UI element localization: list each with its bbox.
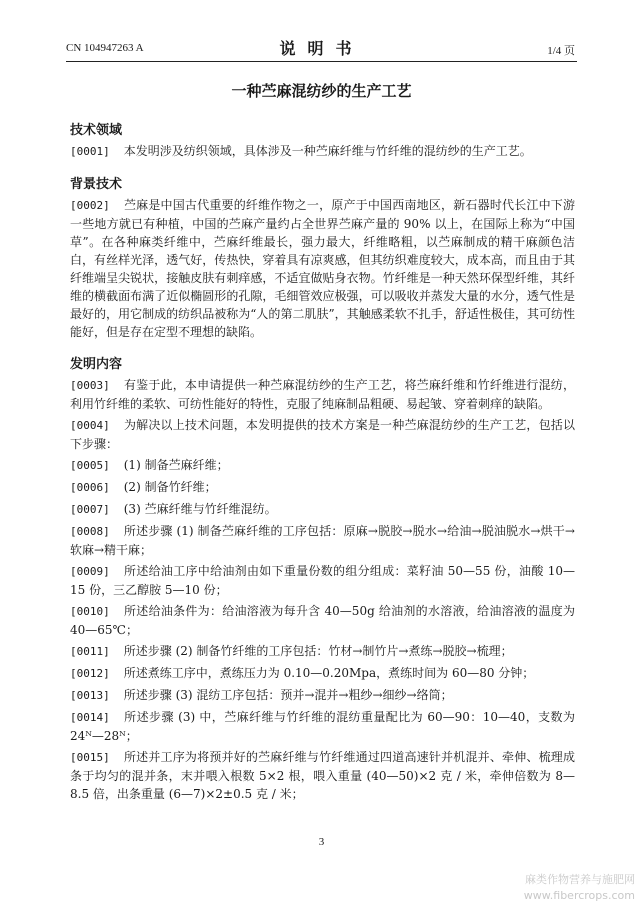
paragraph xyxy=(70,416,575,453)
paragraph-text: 为解决以上技术问题，本发明提供的技术方案是一种苎麻混纺纱的生产工艺，包括以下步骤： xyxy=(70,418,575,451)
paragraph-text: 所述给油工序中给油剂由如下重量份数的组分组成：菜籽油 50—55 份，油酸 10—15 份，三乙醇胺 5—10 份； xyxy=(70,564,575,597)
paragraph-text: 所述给油条件为：给油溶液为每升含 40—50g 给油剂的水溶液，给油溶液的温度为 40—65℃； xyxy=(70,604,575,637)
paragraph-text: (1) 制备苎麻纤维； xyxy=(123,458,229,472)
paragraph xyxy=(70,602,575,639)
paragraph xyxy=(70,196,575,341)
paragraph-text: 所述步骤 (2) 制备竹纤维的工序包括：竹材→制竹片→煮练→脱胶→梳理； xyxy=(123,644,513,658)
paragraph xyxy=(70,376,575,413)
paragraph-number: [0005] xyxy=(70,459,110,472)
paragraph-text: 苎麻是中国古代重要的纤维作物之一，原产于中国西南地区，新石器时代长江中下游一些地方就已有种植，中国的苎麻产量约占全世界苎麻产量的 90% 以上，在国际上称为“中国草”。在各种麻类纤维中，苎麻纤维最长，强力最大，纤维略粗，以苎麻制成的精干麻颜色洁白，有丝样光泽，透气好，传热快，穿着具有凉爽感，但其纺织难度较大，成本高，而且由于其纤维端呈尖锐状，接触皮肤有刺痒感，不适宜做贴身衣物。竹纤维是一种天然环保型纤维，其纤维的横截面布满了近似椭圆形的孔隙，毛细管效应极强，可以吸收并蒸发大量的水分，透气性是最好的，用它制成的纺织品被称为“人的第二肌肤”，其触感柔软不扎手，舒适性极佳，其可纺性能好，但是存在定型不理想的缺陷。 xyxy=(70,198,575,339)
document-type: 说明书 xyxy=(279,39,364,58)
paragraph xyxy=(70,478,575,497)
paragraph-number: [0010] xyxy=(70,605,110,618)
paragraph-text: 所述步骤 (3) 中，苎麻纤维与竹纤维的混纺重量配比为 60—90：10—40，支数为 24ᴺ—28ᴺ； xyxy=(70,710,575,743)
paragraph xyxy=(70,686,575,705)
paragraph xyxy=(70,664,575,683)
paragraph xyxy=(70,748,575,803)
paragraph-number: [0007] xyxy=(70,503,110,516)
paragraph-text: (2) 制备竹纤维； xyxy=(123,480,217,494)
paragraph-number: [0001] xyxy=(70,145,110,158)
page-number: 3 xyxy=(318,836,325,848)
paragraph-number: [0014] xyxy=(70,711,110,724)
paragraph-number: [0002] xyxy=(70,199,110,212)
document-body xyxy=(70,122,575,806)
document-title: 一种苎麻混纺纱的生产工艺 xyxy=(231,82,412,100)
paragraph-number: [0003] xyxy=(70,379,110,392)
paragraph-text: 所述步骤 (1) 制备苎麻纤维的工序包括：原麻→脱胶→脱水→给油→脱油脱水→烘干→软麻→精干麻； xyxy=(70,524,575,557)
paragraph-text: 本发明涉及纺织领域，具体涉及一种苎麻纤维与竹纤维的混纺纱的生产工艺。 xyxy=(123,144,532,158)
paragraph xyxy=(70,142,575,161)
watermark-line-2: www.fibercrops.com xyxy=(523,889,635,902)
header-rule xyxy=(66,61,577,62)
section-heading: 技术领域 xyxy=(70,123,123,138)
paragraph-number: [0006] xyxy=(70,481,110,494)
paragraph-number: [0009] xyxy=(70,565,110,578)
watermark-line-1: 麻类作物营养与施肥网 xyxy=(525,873,635,886)
watermark xyxy=(495,872,635,904)
paragraph-number: [0015] xyxy=(70,751,110,764)
section-heading: 发明内容 xyxy=(70,357,123,372)
paragraph xyxy=(70,500,575,519)
paragraph xyxy=(70,522,575,559)
paragraph-number: [0013] xyxy=(70,689,110,702)
paragraph xyxy=(70,642,575,661)
paragraph-text: (3) 苎麻纤维与竹纤维混纺。 xyxy=(123,502,277,516)
paragraph xyxy=(70,562,575,599)
paragraph xyxy=(70,456,575,475)
paragraph-number: [0011] xyxy=(70,645,110,658)
patent-number: CN 104947263 A xyxy=(66,42,144,54)
paragraph-text: 所述煮练工序中，煮练压力为 0.10—0.20Mpa，煮练时间为 60—80 分钟； xyxy=(123,666,535,680)
paragraph-number: [0004] xyxy=(70,419,110,432)
paragraph-text: 所述并工序为将预并好的苎麻纤维与竹纤维通过四道高速针并机混并、牵伸、梳理成条于均匀的混并条，末并喂入根数 5×2 根，喂入重量 (40—50)×2 克 / 米，牵伸倍数为 8—8.5 倍，出条重量 (6—7)×2±0.5 克 / 米； xyxy=(70,750,575,801)
page-header xyxy=(0,0,643,62)
paragraph-text: 有鉴于此，本申请提供一种苎麻混纺纱的生产工艺，将苎麻纤维和竹纤维进行混纺，利用竹纤维的柔软、可纺性能好的特性，克服了纯麻制品粗硬、易起皱、穿着刺痒的缺陷。 xyxy=(70,378,575,411)
page-info: 1/4 页 xyxy=(547,45,575,57)
paragraph-number: [0012] xyxy=(70,667,110,680)
paragraph-number: [0008] xyxy=(70,525,110,538)
paragraph xyxy=(70,708,575,745)
section-heading: 背景技术 xyxy=(70,177,123,192)
paragraph-text: 所述步骤 (3) 混纺工序包括：预并→混并→粗纱→细纱→络筒； xyxy=(123,688,453,702)
